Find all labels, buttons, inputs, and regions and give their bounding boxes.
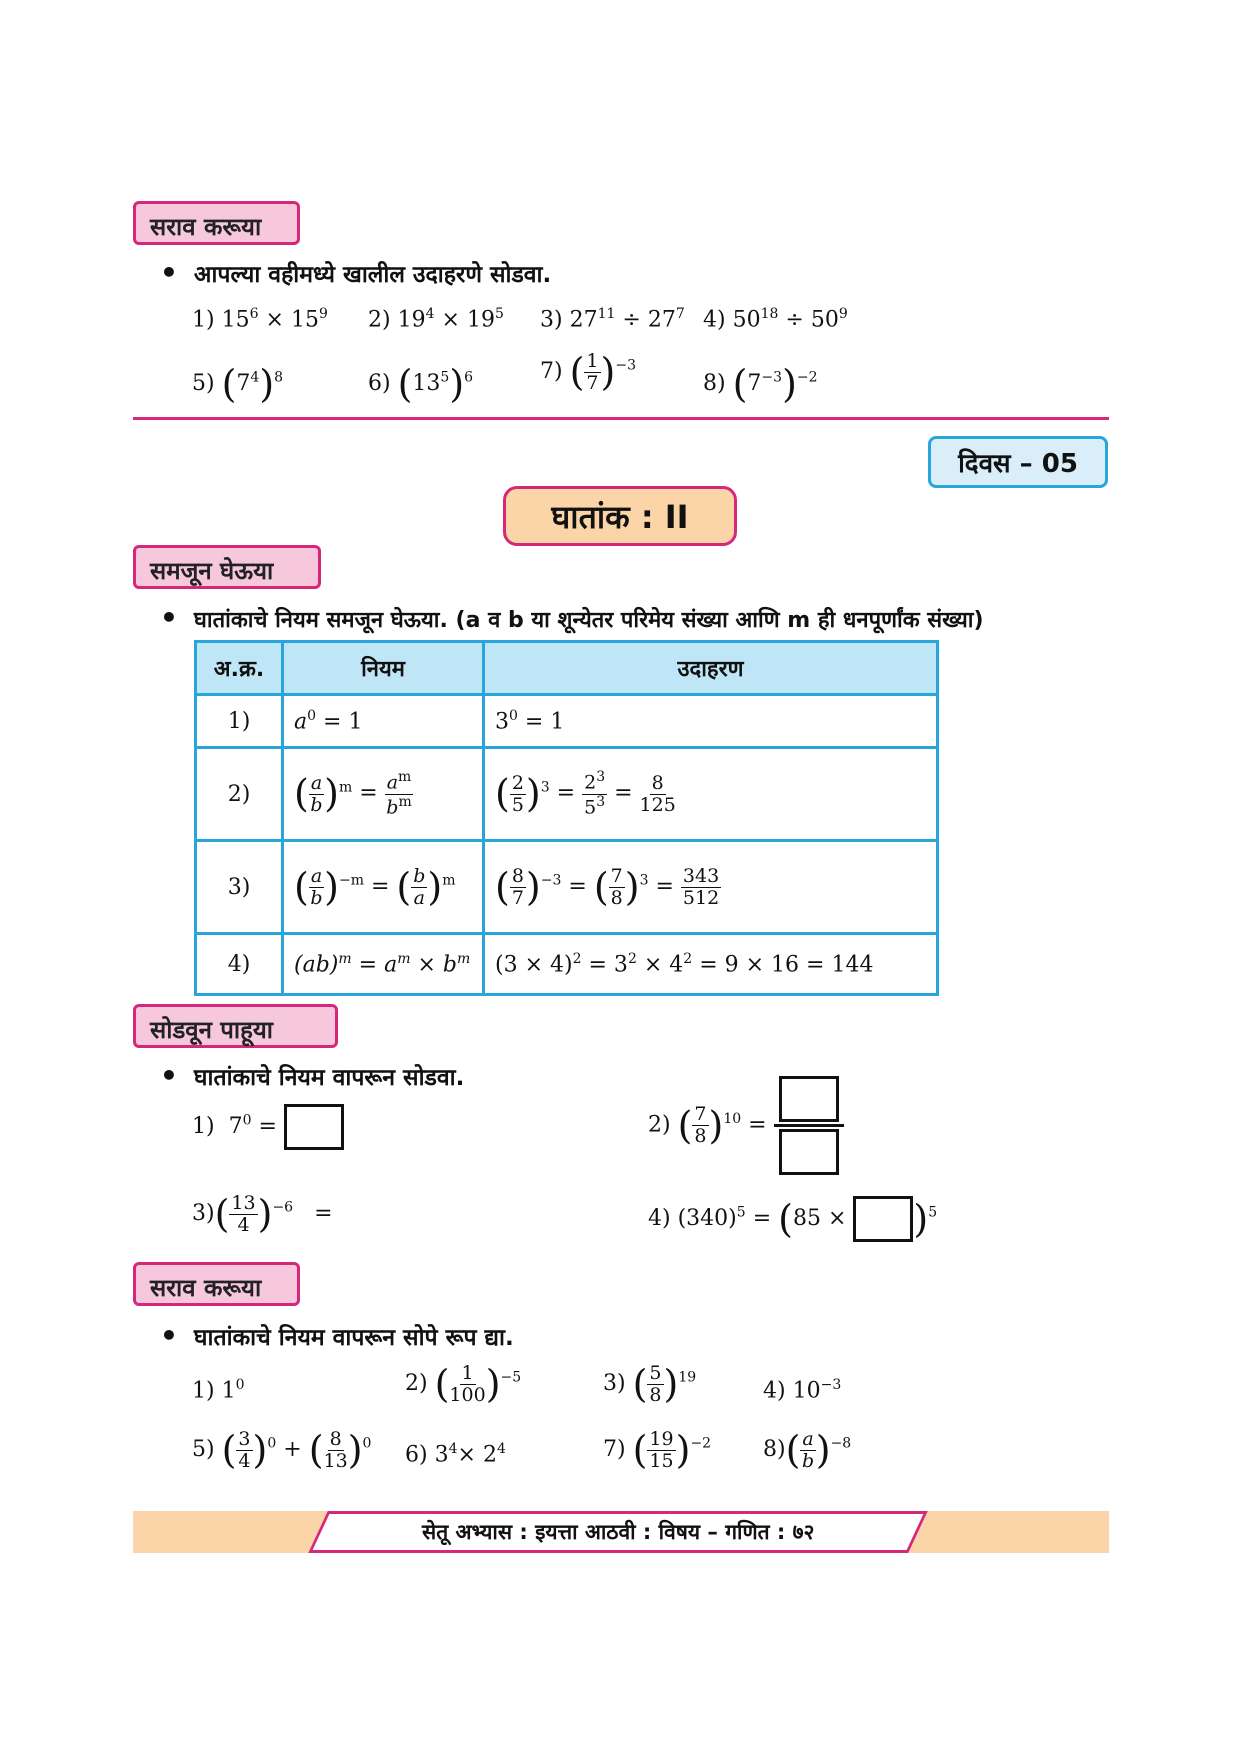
- question-item: 4) $(340)^5 = (85 \times )^5$: [648, 1197, 938, 1241]
- table-row: 1) $a^0 = 1$ $3^0 = 1$: [196, 695, 938, 748]
- exercise-item: 1) $1^0$: [192, 1377, 245, 1404]
- question-item: 2) ( $\frac{7}{8}$ )$^{10}$ =: [648, 1076, 844, 1175]
- exercise-item: 6) $3^4\times 2^4$: [405, 1441, 506, 1468]
- table-row: 3) ( $\frac{a}{b}$ )$^{-m}$ = ( $\frac{b}{a}$ )$^m$ ( $\frac{8}{7}$ )$^{-3}$ = ( $\frac{7}{8}$ )$^3$ = $\frac{343}{512}$: [196, 841, 938, 934]
- question-item: 3)( $\frac{13}{4}$ )$^{-6}$ =: [192, 1191, 333, 1236]
- practice-tag: सराव करूया: [133, 1262, 300, 1306]
- exercise-item: 7) ( $\frac{1}{7}$ )$^{-3}$: [540, 349, 636, 394]
- question-item: 1) $7^0$ =: [192, 1104, 344, 1150]
- exercise-item: 1) $15^6 \times 15^9$: [192, 306, 328, 333]
- day-label: दिवस – 05: [928, 436, 1108, 488]
- exercise-item: 5) ( $\frac{3}{4}$ )$^0$ + ( $\frac{8}{13}$ )$^0$: [192, 1427, 372, 1472]
- footer: [308, 1511, 928, 1553]
- exercise-item: 6) $(13^5)^6$: [368, 362, 474, 406]
- section-divider: [133, 417, 1109, 420]
- exercise-item: 2) ( $\frac{1}{100}$ )$^{-5}$: [405, 1361, 522, 1406]
- table-header: नियम: [283, 642, 484, 695]
- page-title: घातांक : II: [503, 486, 737, 546]
- instruction-text: • आपल्या वहीमध्ये खालील उदाहरणे सोडवा.: [160, 256, 551, 289]
- exercise-item: 8) $(7^{-3})^{-2}$: [703, 362, 818, 406]
- answer-box[interactable]: [853, 1196, 913, 1242]
- footer-text: सेतू अभ्यास : इयत्ता आठवी : विषय – गणित : ७२: [421, 1520, 815, 1544]
- exercise-item: 4) $10^{-3}$: [763, 1377, 842, 1404]
- instruction-text: • घातांकाचे नियम वापरून सोपे रूप द्या.: [160, 1319, 514, 1352]
- answer-box[interactable]: [284, 1104, 344, 1150]
- exercise-item: 5) $(7^4)^8$: [192, 362, 284, 406]
- exercise-item: 3) $27^{11} \div 27^7$: [540, 306, 685, 333]
- exercise-item: 2) $19^4 \times 19^5$: [368, 306, 504, 333]
- exercise-item: 8)( $\frac{a}{b}$ )$^{-8}$: [763, 1427, 852, 1472]
- table-row: 2) ( $\frac{a}{b}$ )$^m$ = $\frac{a^m}{b^m}$ ( $\frac{2}{5}$ )$^3$ = $\frac{2^3}{5^3}$ = $\frac{8}{125}$: [196, 748, 938, 841]
- table-row: 4) $(ab)^m = a^m \times b^m$ $(3 \times 4)^2 = 3^2 \times 4^2 = 9 \times 16 = 144$: [196, 934, 938, 995]
- understand-tag: समजून घेऊया: [133, 545, 321, 589]
- exercise-item: 4) $50^{18} \div 50^9$: [703, 306, 848, 333]
- instruction-text: • घातांकाचे नियम समजून घेऊया. (a व b या शून्येतर परिमेय संख्या आणि m ही धनपूर्णांक संख्या): [160, 601, 984, 634]
- instruction-text: • घातांकाचे नियम वापरून सोडवा.: [160, 1059, 464, 1092]
- exercise-item: 7) ( $\frac{19}{15}$ )$^{-2}$: [603, 1427, 712, 1472]
- try-solving-tag: सोडवून पाहूया: [133, 1004, 338, 1048]
- practice-tag: सराव करूया: [133, 201, 300, 245]
- exponent-rules-table: [194, 640, 939, 996]
- table-header: अ.क्र.: [196, 642, 283, 695]
- exercise-item: 3) ( $\frac{5}{8}$ )$^{19}$: [603, 1361, 697, 1406]
- answer-box-numerator[interactable]: [779, 1076, 839, 1122]
- table-header: उदाहरण: [484, 642, 938, 695]
- answer-box-denominator[interactable]: [779, 1129, 839, 1175]
